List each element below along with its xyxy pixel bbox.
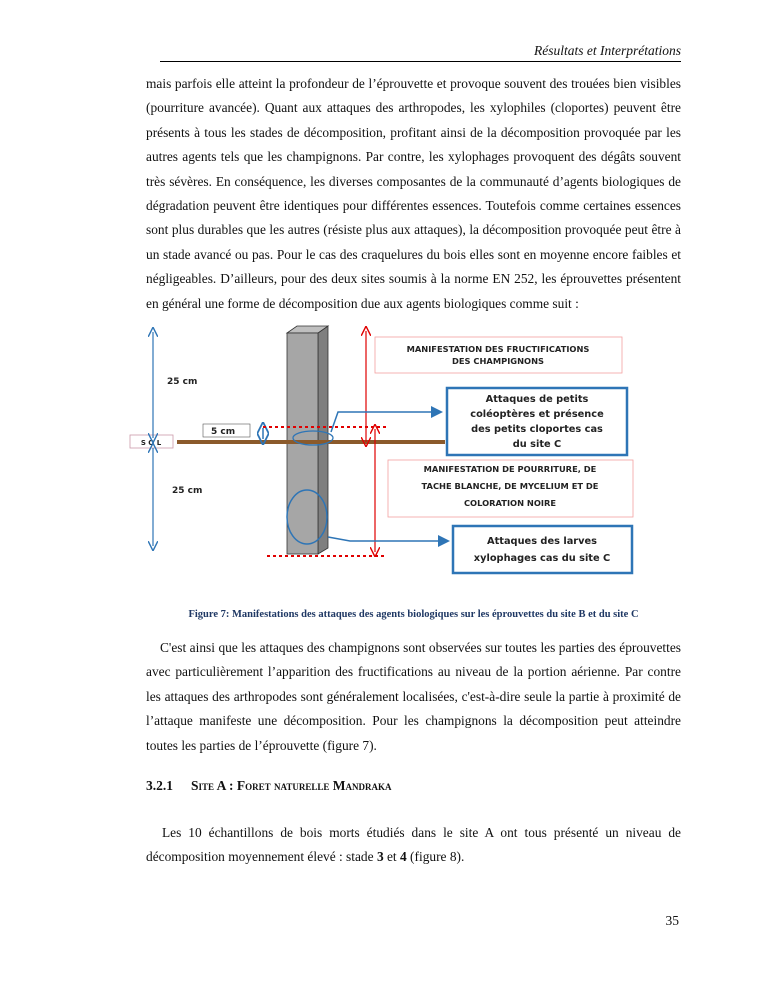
- svg-text:MANIFESTATION DE POURRITURE, D: MANIFESTATION DE POURRITURE, DE: [423, 464, 597, 474]
- page-number: 35: [665, 913, 679, 928]
- section-heading: [146, 778, 391, 794]
- svg-text:MANIFESTATION DES FRUCTIFICATI: MANIFESTATION DES FRUCTIFICATIONS: [406, 344, 590, 354]
- svg-text:Attaques de petits: Attaques de petits: [485, 394, 589, 405]
- dim-label-below: 25 cm: [172, 486, 203, 496]
- section-number: 3.2.1: [146, 778, 173, 793]
- svg-text:coléoptères et présence: coléoptères et présence: [470, 409, 604, 420]
- svg-text:TACHE BLANCHE, DE MYCELIUM ET: TACHE BLANCHE, DE MYCELIUM ET DE: [421, 481, 599, 491]
- box-pourriture: [388, 460, 633, 517]
- svg-text:DES CHAMPIGNONS: DES CHAMPIGNONS: [451, 356, 545, 366]
- svg-text:xylophages cas du site C: xylophages cas du site C: [473, 553, 611, 564]
- svg-text:du site C: du site C: [512, 439, 562, 450]
- paragraph: mais parfois elle atteint la profondeur de l’éprouvette et provoque souvent des trouées bien visibles (pourriture avancée). Quant aux attaques des arthropodes, les xylophiles (cloportes) peuvent être présents à tous les stades de décomposition, profitant ainsi de la décomposition provoquée par les autres agents tels que les champignons. Par contre, les xylophages provoquent des dégâts souvent très sévères. En conséquence, les diverses composantes de la communauté d’agents biologiques de dégradation peuvent être identiques pour différentes essences. Toutefois comme certaines essences sont plus durables que les autres (résiste plus aux attaques), la décomposition provoquée peut être à un stade avancé ou pas. Pour le cas des craquelures du bois elles sont en moyenne encore faibles et négligeables. D’ailleurs, pour des deux sites soumis à la norme EN 252, les éprouvettes présentent en général une forme de décomposition due aux agents biologiques comme suit :: [146, 76, 681, 311]
- box-fructifications: [375, 337, 622, 373]
- box-coleopteres: [447, 388, 627, 455]
- paragraph: C'est ainsi que les attaques des champignons sont observées sur toutes les parties des éprouvettes avec particulièrement l’apparition des fructifications au niveau de la portion aérienne. Par contre les attaques des arthropodes sont généralement localisées, c'est-à-dire seule la partie à proximité de l’attaque manifeste une décomposition. Pour les champignons la décomposition peut atteindre toutes les parties de l’éprouvette (figure 7).: [146, 640, 681, 753]
- svg-text:COLORATION NOIRE: COLORATION NOIRE: [463, 498, 557, 508]
- connector-coleo: [331, 412, 440, 432]
- connector-larves: [328, 537, 447, 541]
- paragraph: Les 10 échantillons de bois morts étudiés dans le site A ont tous présenté un niveau de décomposition moyennement élevé : stade 3 et 4 (figure 8).: [146, 825, 681, 865]
- dim-label-above: 25 cm: [167, 377, 198, 387]
- running-header: Résultats et Interprétations: [534, 43, 681, 58]
- box-larves: [453, 526, 632, 573]
- svg-text:Attaques des larves: Attaques des larves: [487, 536, 597, 547]
- svg-text:des petits cloportes cas: des petits cloportes cas: [471, 424, 603, 435]
- section-title: Site A : Foret naturelle Mandraka: [191, 778, 392, 793]
- ground-label: S O L: [140, 439, 162, 447]
- figure-caption: Figure 7: Manifestations des attaques des agents biologiques sur les éprouvettes du site B et du site C: [188, 609, 639, 620]
- dim-label-small: 5 cm: [211, 427, 236, 437]
